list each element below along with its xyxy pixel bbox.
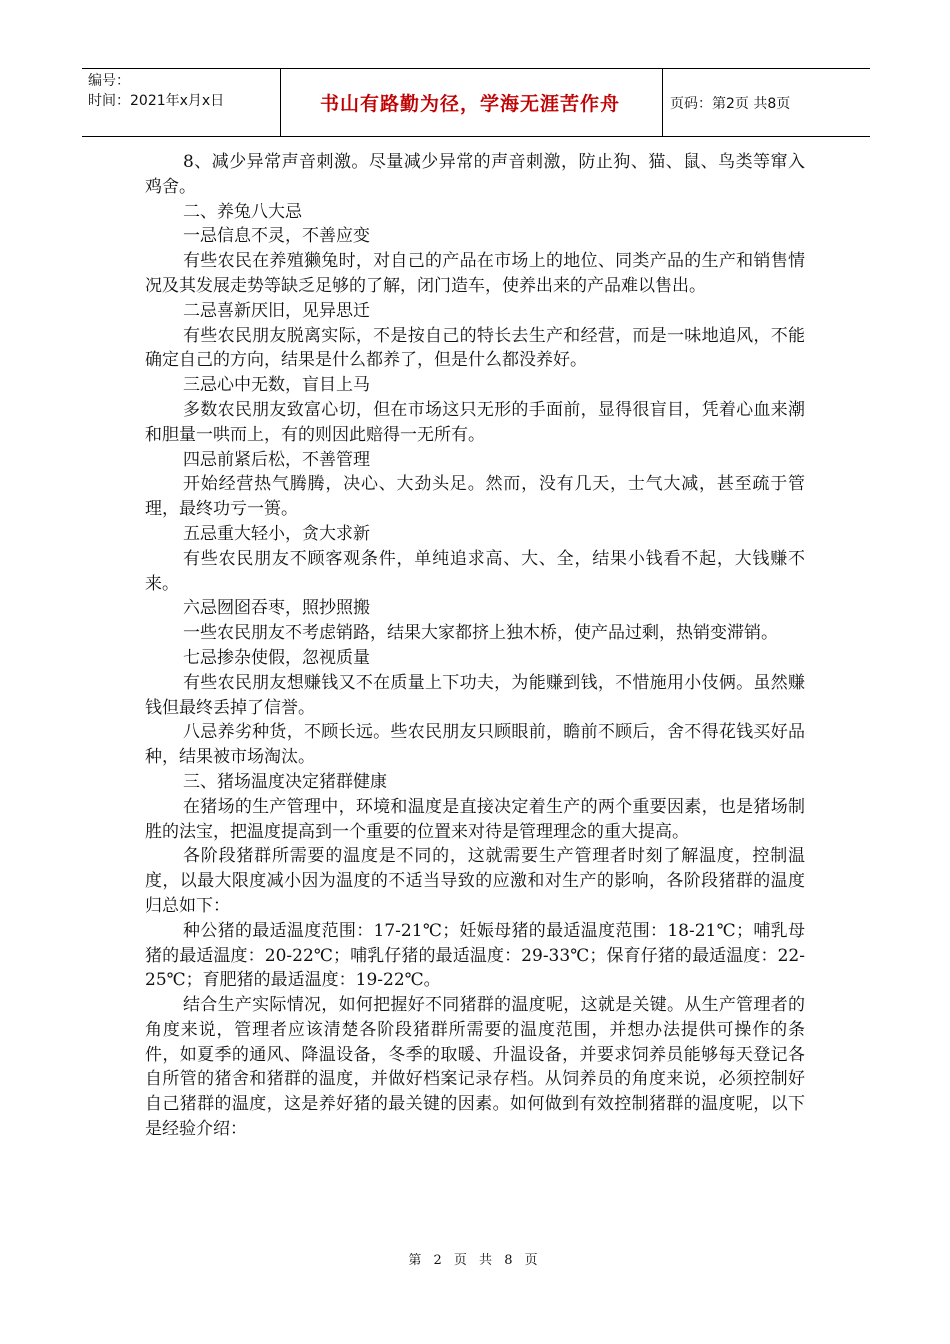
document-body	[145, 150, 805, 1142]
section-heading: 二、养兔八大忌	[183, 201, 302, 222]
subheading: 三忌心中无数，盲目上马	[183, 375, 370, 396]
paragraph: 8、减少异常声音刺激。尽量减少异常的声音刺激，防止狗、猫、鼠、鸟类等窜入鸡舍。	[145, 152, 805, 197]
subheading: 二忌喜新厌旧，见异思迁	[183, 300, 370, 321]
subheading: 一忌信息不灵，不善应变	[183, 226, 370, 247]
document-date-label: 时间：2021年x月x日	[88, 93, 225, 109]
paragraph: 种公猪的最适温度范围：17-21℃；妊娠母猪的最适温度范围：18-21℃；哺乳母猪的最适温度：20-22℃；哺乳仔猪的最适温度：29-33℃；保育仔猪的最适温度：22-25℃；育肥猪的最适温度：19-22℃。	[145, 920, 805, 991]
header-info	[88, 71, 288, 111]
page-header	[82, 68, 870, 137]
paragraph: 多数农民朋友致富心切，但在市场这只无形的手面前，显得很盲目，凭着心血来潮和胆量一哄而上，有的则因此赔得一无所有。	[145, 399, 805, 445]
paragraph: 有些农民在养殖獭兔时，对自己的产品在市场上的地位、同类产品的生产和销售情况及其发展走势等缺乏足够的了解，闭门造车，使养出来的产品难以售出。	[145, 251, 805, 296]
subheading: 七忌掺杂使假，忽视质量	[183, 647, 370, 668]
section-heading: 三、猪场温度决定猪群健康	[183, 771, 387, 792]
paragraph: 开始经营热气腾腾，决心、大劲头足。然而，没有几天，士气大减，甚至疏于管理，最终功亏一篑。	[145, 474, 805, 520]
page-footer: 第 2 页 共 8 页	[408, 1253, 542, 1268]
header-motto: 书山有路勤为径，学海无涯苦作舟	[319, 93, 620, 115]
paragraph: 一些农民朋友不考虑销路，结果大家都挤上独木桥，使产品过剩，热销变滞销。	[183, 623, 778, 644]
subheading: 五忌重大轻小，贪大求新	[183, 523, 370, 544]
header-page-number: 页码：第2页 共8页	[670, 95, 791, 112]
paragraph: 结合生产实际情况，如何把握好不同猪群的温度呢，这就是关键。从生产管理者的角度来说，管理者应该清楚各阶段猪群所需要的温度范围，并想办法提供可操作的条件，如夏季的通风、降温设备，冬季的取暖、升温设备，并要求饲养员能够每天登记各自所管的猪舍和猪群的温度，并做好档案记录存档。从饲养员的角度来说，必须控制好自己猪群的温度，这是养好猪的最关键的因素。如何做到有效控制猪群的温度呢，以下是经验介绍：	[145, 995, 805, 1140]
paragraph: 八忌养劣种货，不顾长远。些农民朋友只顾眼前，瞻前不顾后，舍不得花钱买好品种，结果被市场淘汰。	[145, 722, 805, 768]
paragraph: 各阶段猪群所需要的温度是不同的，这就需要生产管理者时刻了解温度，控制温度，以最大限度减小因为温度的不适当导致的应激和对生产的影响，各阶段猪群的温度归总如下：	[145, 846, 805, 916]
subheading: 四忌前紧后松，不善管理	[183, 449, 370, 470]
paragraph: 有些农民朋友脱离实际，不是按自己的特长去生产和经营，而是一味地追风，不能确定自己的方向，结果是什么都养了，但是什么都没养好。	[145, 325, 805, 371]
header-divider	[662, 69, 663, 136]
subheading: 六忌囫囵吞枣，照抄照搬	[183, 598, 370, 619]
paragraph: 有些农民朋友不顾客观条件，单纯追求高、大、全，结果小钱看不起，大钱赚不来。	[145, 548, 805, 594]
paragraph: 在猪场的生产管理中，环境和温度是直接决定着生产的两个重要因素，也是猪场制胜的法宝，把温度提高到一个重要的位置来对待是管理理念的重大提高。	[145, 796, 805, 842]
paragraph: 有些农民朋友想赚钱又不在质量上下功夫，为能赚到钱，不惜施用小伎俩。虽然赚钱但最终丢掉了信誉。	[145, 672, 805, 718]
document-number-label: 编号：	[88, 73, 130, 89]
